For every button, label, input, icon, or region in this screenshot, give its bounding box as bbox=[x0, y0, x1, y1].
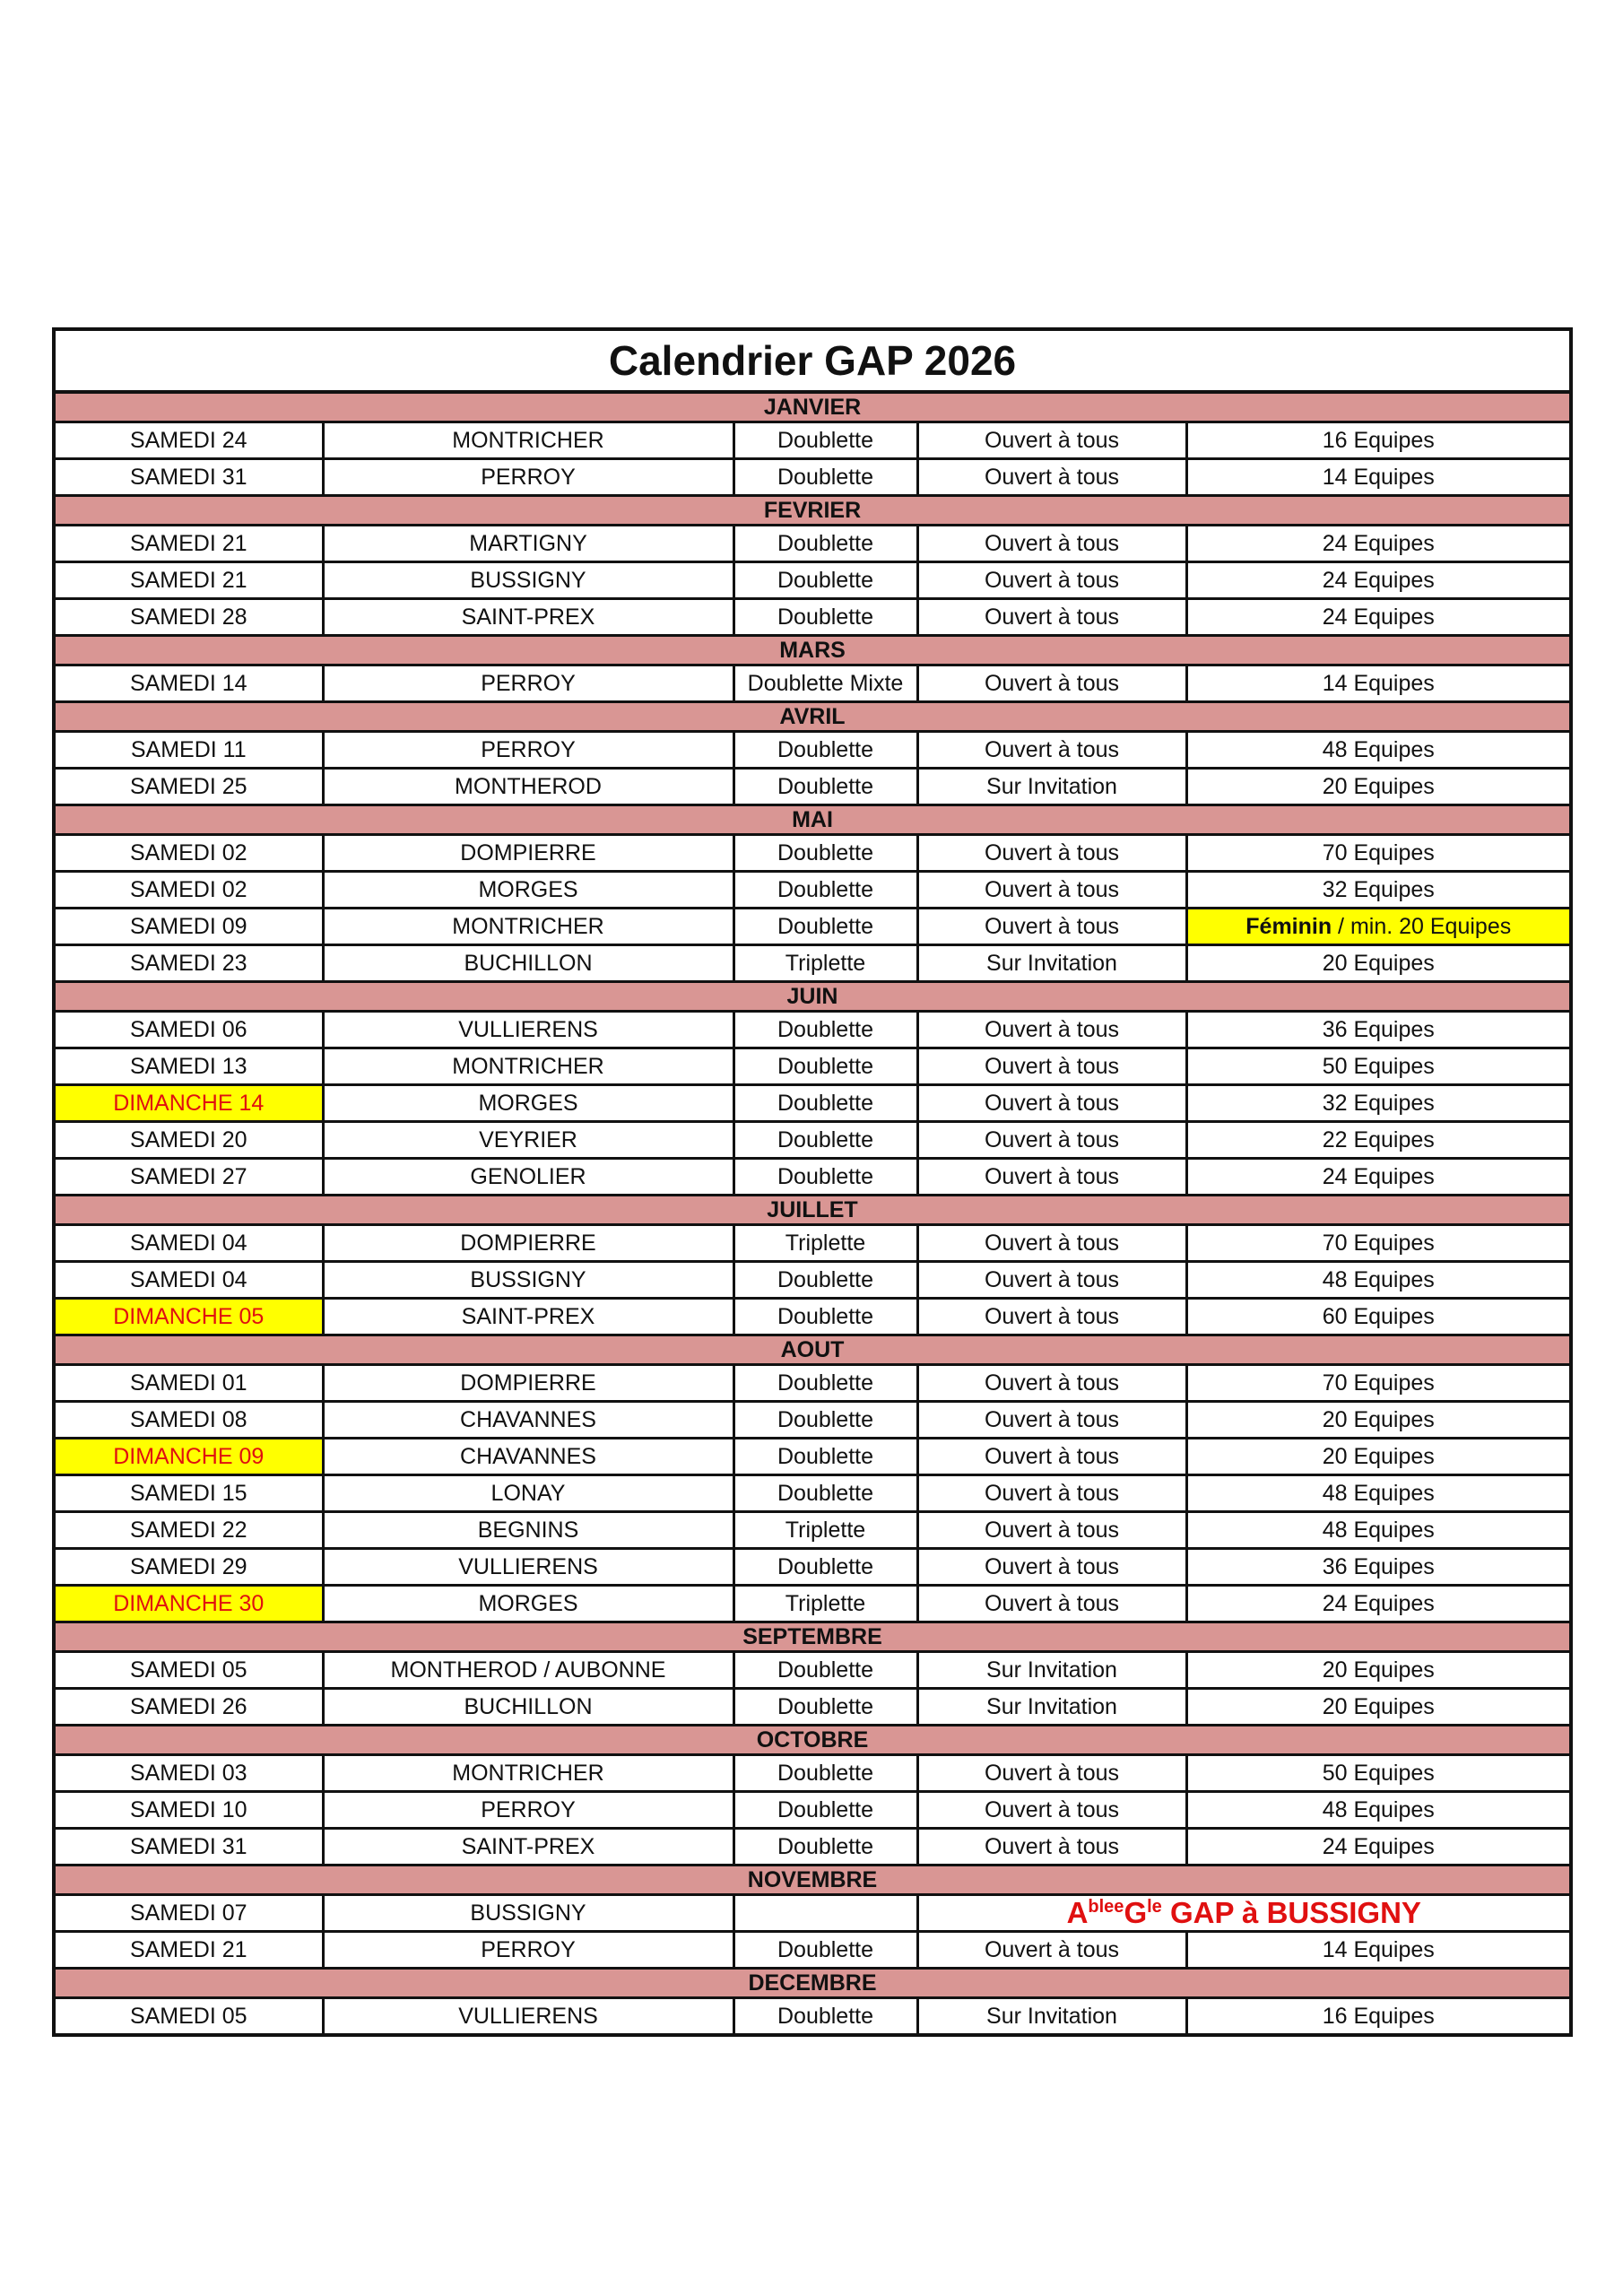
event-date: SAMEDI 03 bbox=[56, 1755, 323, 1792]
page-title: Calendrier GAP 2026 bbox=[56, 331, 1569, 394]
event-type: Doublette bbox=[733, 1829, 917, 1866]
event-place: BUSSIGNY bbox=[323, 1262, 733, 1299]
event-teams: 20 Equipes bbox=[1186, 1652, 1569, 1689]
event-date: SAMEDI 02 bbox=[56, 835, 323, 872]
table-row bbox=[56, 872, 1569, 909]
event-access: Sur Invitation bbox=[917, 769, 1186, 805]
event-teams: 50 Equipes bbox=[1186, 1048, 1569, 1085]
event-access: Ouvert à tous bbox=[917, 1012, 1186, 1048]
month-name: OCTOBRE bbox=[56, 1726, 1569, 1755]
assembly-note-part: blee bbox=[1088, 1897, 1124, 1917]
event-teams: 70 Equipes bbox=[1186, 1225, 1569, 1262]
event-date: SAMEDI 05 bbox=[56, 1998, 323, 2034]
event-teams: 24 Equipes bbox=[1186, 562, 1569, 599]
event-teams bbox=[1186, 909, 1569, 945]
event-date: SAMEDI 21 bbox=[56, 562, 323, 599]
event-place: BUSSIGNY bbox=[323, 562, 733, 599]
event-teams: 24 Equipes bbox=[1186, 1159, 1569, 1196]
month-header-mars bbox=[56, 636, 1569, 665]
month-name: JUILLET bbox=[56, 1196, 1569, 1225]
event-date: SAMEDI 31 bbox=[56, 1829, 323, 1866]
event-place: LONAY bbox=[323, 1475, 733, 1512]
event-type: Doublette bbox=[733, 562, 917, 599]
event-type: Doublette bbox=[733, 1792, 917, 1829]
event-teams: 50 Equipes bbox=[1186, 1755, 1569, 1792]
event-access: Ouvert à tous bbox=[917, 665, 1186, 702]
month-header-janvier bbox=[56, 394, 1569, 422]
event-place: SAINT-PREX bbox=[323, 599, 733, 636]
event-teams: 48 Equipes bbox=[1186, 1512, 1569, 1549]
event-place: MORGES bbox=[323, 872, 733, 909]
table-row bbox=[56, 1792, 1569, 1829]
event-date: DIMANCHE 14 bbox=[56, 1085, 323, 1122]
event-access: Ouvert à tous bbox=[917, 1829, 1186, 1866]
event-type: Doublette bbox=[733, 1402, 917, 1439]
event-access: Ouvert à tous bbox=[917, 1475, 1186, 1512]
month-name: MAI bbox=[56, 805, 1569, 835]
event-type: Doublette bbox=[733, 1755, 917, 1792]
event-access: Ouvert à tous bbox=[917, 1402, 1186, 1439]
event-type: Doublette bbox=[733, 1475, 917, 1512]
table-row bbox=[56, 1755, 1569, 1792]
event-date: SAMEDI 09 bbox=[56, 909, 323, 945]
event-date: SAMEDI 07 bbox=[56, 1895, 323, 1932]
event-place: PERROY bbox=[323, 1792, 733, 1829]
event-teams: 24 Equipes bbox=[1186, 1829, 1569, 1866]
event-type: Doublette bbox=[733, 422, 917, 459]
assembly-note-part: le bbox=[1147, 1897, 1162, 1917]
table-row bbox=[56, 1475, 1569, 1512]
event-teams: 48 Equipes bbox=[1186, 732, 1569, 769]
table-row bbox=[56, 1085, 1569, 1122]
table-row bbox=[56, 1998, 1569, 2034]
table-row bbox=[56, 1122, 1569, 1159]
event-teams: 48 Equipes bbox=[1186, 1475, 1569, 1512]
event-access: Ouvert à tous bbox=[917, 1299, 1186, 1335]
event-place: BUCHILLON bbox=[323, 945, 733, 982]
month-name: MARS bbox=[56, 636, 1569, 665]
event-teams: 20 Equipes bbox=[1186, 769, 1569, 805]
event-teams: 16 Equipes bbox=[1186, 1998, 1569, 2034]
event-type: Doublette bbox=[733, 1439, 917, 1475]
event-date: SAMEDI 10 bbox=[56, 1792, 323, 1829]
month-header-avril bbox=[56, 702, 1569, 732]
event-access: Ouvert à tous bbox=[917, 1586, 1186, 1622]
table-row bbox=[56, 909, 1569, 945]
event-teams: 16 Equipes bbox=[1186, 422, 1569, 459]
event-date: SAMEDI 23 bbox=[56, 945, 323, 982]
event-type: Doublette bbox=[733, 1012, 917, 1048]
event-access: Sur Invitation bbox=[917, 1652, 1186, 1689]
event-access: Ouvert à tous bbox=[917, 1755, 1186, 1792]
event-place: PERROY bbox=[323, 459, 733, 496]
event-teams: 36 Equipes bbox=[1186, 1549, 1569, 1586]
event-type: Doublette bbox=[733, 1048, 917, 1085]
month-header-octobre bbox=[56, 1726, 1569, 1755]
event-date: SAMEDI 24 bbox=[56, 422, 323, 459]
event-place: PERROY bbox=[323, 1932, 733, 1969]
event-type: Doublette bbox=[733, 1262, 917, 1299]
event-date: SAMEDI 08 bbox=[56, 1402, 323, 1439]
assembly-note-part: GAP à BUSSIGNY bbox=[1161, 1896, 1421, 1929]
event-type: Triplette bbox=[733, 945, 917, 982]
event-access: Ouvert à tous bbox=[917, 459, 1186, 496]
month-header-mai bbox=[56, 805, 1569, 835]
event-access: Sur Invitation bbox=[917, 1998, 1186, 2034]
event-date: SAMEDI 20 bbox=[56, 1122, 323, 1159]
assembly-note-part: A bbox=[1066, 1896, 1089, 1929]
event-place: MONTHEROD / AUBONNE bbox=[323, 1652, 733, 1689]
month-name: DECEMBRE bbox=[56, 1969, 1569, 1998]
event-type: Doublette bbox=[733, 1549, 917, 1586]
table-row bbox=[56, 732, 1569, 769]
event-type: Doublette Mixte bbox=[733, 665, 917, 702]
event-place: MONTRICHER bbox=[323, 1755, 733, 1792]
event-place: MONTHEROD bbox=[323, 769, 733, 805]
month-header-fevrier bbox=[56, 496, 1569, 526]
event-date: DIMANCHE 09 bbox=[56, 1439, 323, 1475]
event-date: SAMEDI 22 bbox=[56, 1512, 323, 1549]
event-access: Ouvert à tous bbox=[917, 1365, 1186, 1402]
month-name: SEPTEMBRE bbox=[56, 1622, 1569, 1652]
table-row bbox=[56, 1829, 1569, 1866]
event-place: CHAVANNES bbox=[323, 1439, 733, 1475]
event-place: VULLIERENS bbox=[323, 1998, 733, 2034]
table-row bbox=[56, 1225, 1569, 1262]
month-header-juin bbox=[56, 982, 1569, 1012]
event-teams: 24 Equipes bbox=[1186, 526, 1569, 562]
event-place: DOMPIERRE bbox=[323, 1365, 733, 1402]
table-row bbox=[56, 1895, 1569, 1932]
event-type: Doublette bbox=[733, 1365, 917, 1402]
table-row bbox=[56, 1402, 1569, 1439]
calendar-body bbox=[56, 394, 1569, 2033]
event-teams: 48 Equipes bbox=[1186, 1262, 1569, 1299]
event-access: Sur Invitation bbox=[917, 945, 1186, 982]
event-teams: 48 Equipes bbox=[1186, 1792, 1569, 1829]
event-place: MONTRICHER bbox=[323, 422, 733, 459]
event-teams: 70 Equipes bbox=[1186, 1365, 1569, 1402]
event-type: Doublette bbox=[733, 459, 917, 496]
event-access: Ouvert à tous bbox=[917, 732, 1186, 769]
month-name: AOUT bbox=[56, 1335, 1569, 1365]
table-row bbox=[56, 665, 1569, 702]
event-access: Ouvert à tous bbox=[917, 1085, 1186, 1122]
event-access: Ouvert à tous bbox=[917, 835, 1186, 872]
event-type: Doublette bbox=[733, 1932, 917, 1969]
feminin-label: Féminin bbox=[1245, 913, 1332, 939]
event-place: MONTRICHER bbox=[323, 1048, 733, 1085]
event-teams: 20 Equipes bbox=[1186, 1439, 1569, 1475]
event-teams: 32 Equipes bbox=[1186, 1085, 1569, 1122]
event-teams: 14 Equipes bbox=[1186, 459, 1569, 496]
table-row bbox=[56, 1159, 1569, 1196]
month-header-decembre bbox=[56, 1969, 1569, 1998]
event-date: SAMEDI 14 bbox=[56, 665, 323, 702]
event-date: SAMEDI 21 bbox=[56, 526, 323, 562]
table-row bbox=[56, 1549, 1569, 1586]
event-type: Doublette bbox=[733, 1085, 917, 1122]
event-place: DOMPIERRE bbox=[323, 1225, 733, 1262]
month-header-juillet bbox=[56, 1196, 1569, 1225]
calendar-table bbox=[52, 327, 1573, 2037]
table-row bbox=[56, 1365, 1569, 1402]
event-type: Doublette bbox=[733, 1122, 917, 1159]
event-date: SAMEDI 11 bbox=[56, 732, 323, 769]
assembly-note bbox=[917, 1895, 1569, 1932]
event-place: SAINT-PREX bbox=[323, 1829, 733, 1866]
month-header-novembre bbox=[56, 1866, 1569, 1895]
event-date: SAMEDI 25 bbox=[56, 769, 323, 805]
event-access: Sur Invitation bbox=[917, 1689, 1186, 1726]
event-place: BUCHILLON bbox=[323, 1689, 733, 1726]
event-type: Triplette bbox=[733, 1512, 917, 1549]
event-access: Ouvert à tous bbox=[917, 1225, 1186, 1262]
event-access: Ouvert à tous bbox=[917, 872, 1186, 909]
event-access: Ouvert à tous bbox=[917, 1512, 1186, 1549]
event-place: SAINT-PREX bbox=[323, 1299, 733, 1335]
event-date: SAMEDI 15 bbox=[56, 1475, 323, 1512]
event-date: SAMEDI 02 bbox=[56, 872, 323, 909]
table-row bbox=[56, 1299, 1569, 1335]
event-place: MONTRICHER bbox=[323, 909, 733, 945]
event-access: Ouvert à tous bbox=[917, 1549, 1186, 1586]
table-row bbox=[56, 835, 1569, 872]
table-row bbox=[56, 1012, 1569, 1048]
event-type: Doublette bbox=[733, 872, 917, 909]
event-teams: 24 Equipes bbox=[1186, 599, 1569, 636]
month-name: AVRIL bbox=[56, 702, 1569, 732]
event-place: GENOLIER bbox=[323, 1159, 733, 1196]
event-teams: 24 Equipes bbox=[1186, 1586, 1569, 1622]
event-place: PERROY bbox=[323, 732, 733, 769]
table-row bbox=[56, 526, 1569, 562]
event-access: Ouvert à tous bbox=[917, 1122, 1186, 1159]
event-type: Doublette bbox=[733, 1998, 917, 2034]
event-date: SAMEDI 01 bbox=[56, 1365, 323, 1402]
table-row bbox=[56, 1652, 1569, 1689]
event-type: Doublette bbox=[733, 1652, 917, 1689]
event-place: BEGNINS bbox=[323, 1512, 733, 1549]
event-teams: 14 Equipes bbox=[1186, 665, 1569, 702]
event-access: Ouvert à tous bbox=[917, 1159, 1186, 1196]
table-row bbox=[56, 562, 1569, 599]
event-date: SAMEDI 06 bbox=[56, 1012, 323, 1048]
event-date: SAMEDI 04 bbox=[56, 1262, 323, 1299]
table-row bbox=[56, 1048, 1569, 1085]
month-name: NOVEMBRE bbox=[56, 1866, 1569, 1895]
event-place: DOMPIERRE bbox=[323, 835, 733, 872]
event-date: SAMEDI 31 bbox=[56, 459, 323, 496]
table-row bbox=[56, 769, 1569, 805]
table-row bbox=[56, 459, 1569, 496]
table-row bbox=[56, 1439, 1569, 1475]
event-place: VULLIERENS bbox=[323, 1012, 733, 1048]
event-type: Doublette bbox=[733, 1689, 917, 1726]
event-place: MORGES bbox=[323, 1586, 733, 1622]
table-row bbox=[56, 422, 1569, 459]
event-place: BUSSIGNY bbox=[323, 1895, 733, 1932]
event-type: Doublette bbox=[733, 769, 917, 805]
table-row bbox=[56, 945, 1569, 982]
event-access: Ouvert à tous bbox=[917, 1439, 1186, 1475]
event-teams: 36 Equipes bbox=[1186, 1012, 1569, 1048]
event-date: SAMEDI 29 bbox=[56, 1549, 323, 1586]
event-type bbox=[733, 1895, 917, 1932]
event-type: Triplette bbox=[733, 1225, 917, 1262]
month-header-septembre bbox=[56, 1622, 1569, 1652]
table-row bbox=[56, 1262, 1569, 1299]
event-place: VEYRIER bbox=[323, 1122, 733, 1159]
month-name: FEVRIER bbox=[56, 496, 1569, 526]
event-teams: 32 Equipes bbox=[1186, 872, 1569, 909]
event-teams: 22 Equipes bbox=[1186, 1122, 1569, 1159]
event-place: VULLIERENS bbox=[323, 1549, 733, 1586]
month-name: JUIN bbox=[56, 982, 1569, 1012]
event-date: SAMEDI 26 bbox=[56, 1689, 323, 1726]
event-date: SAMEDI 04 bbox=[56, 1225, 323, 1262]
event-date: SAMEDI 21 bbox=[56, 1932, 323, 1969]
event-date: DIMANCHE 30 bbox=[56, 1586, 323, 1622]
event-type: Triplette bbox=[733, 1586, 917, 1622]
table-row bbox=[56, 1512, 1569, 1549]
event-teams: 20 Equipes bbox=[1186, 1402, 1569, 1439]
event-access: Ouvert à tous bbox=[917, 909, 1186, 945]
teams-min: / min. 20 Equipes bbox=[1332, 913, 1512, 939]
event-access: Ouvert à tous bbox=[917, 1048, 1186, 1085]
event-place: PERROY bbox=[323, 665, 733, 702]
event-type: Doublette bbox=[733, 909, 917, 945]
event-type: Doublette bbox=[733, 599, 917, 636]
event-access: Ouvert à tous bbox=[917, 1792, 1186, 1829]
event-access: Ouvert à tous bbox=[917, 1262, 1186, 1299]
event-teams: 20 Equipes bbox=[1186, 945, 1569, 982]
event-access: Ouvert à tous bbox=[917, 562, 1186, 599]
event-date: DIMANCHE 05 bbox=[56, 1299, 323, 1335]
event-teams: 60 Equipes bbox=[1186, 1299, 1569, 1335]
event-place: MORGES bbox=[323, 1085, 733, 1122]
event-access: Ouvert à tous bbox=[917, 599, 1186, 636]
event-teams: 20 Equipes bbox=[1186, 1689, 1569, 1726]
event-teams: 70 Equipes bbox=[1186, 835, 1569, 872]
event-teams: 14 Equipes bbox=[1186, 1932, 1569, 1969]
assembly-note-part: G bbox=[1124, 1896, 1148, 1929]
event-type: Doublette bbox=[733, 526, 917, 562]
event-type: Doublette bbox=[733, 1299, 917, 1335]
event-place: MARTIGNY bbox=[323, 526, 733, 562]
table-row bbox=[56, 1689, 1569, 1726]
event-type: Doublette bbox=[733, 732, 917, 769]
event-access: Ouvert à tous bbox=[917, 422, 1186, 459]
event-date: SAMEDI 05 bbox=[56, 1652, 323, 1689]
event-date: SAMEDI 27 bbox=[56, 1159, 323, 1196]
event-type: Doublette bbox=[733, 835, 917, 872]
event-access: Ouvert à tous bbox=[917, 526, 1186, 562]
event-access: Ouvert à tous bbox=[917, 1932, 1186, 1969]
event-date: SAMEDI 13 bbox=[56, 1048, 323, 1085]
table-row bbox=[56, 599, 1569, 636]
month-name: JANVIER bbox=[56, 394, 1569, 422]
table-row bbox=[56, 1586, 1569, 1622]
table-row bbox=[56, 1932, 1569, 1969]
event-type: Doublette bbox=[733, 1159, 917, 1196]
event-date: SAMEDI 28 bbox=[56, 599, 323, 636]
month-header-aout bbox=[56, 1335, 1569, 1365]
event-place: CHAVANNES bbox=[323, 1402, 733, 1439]
